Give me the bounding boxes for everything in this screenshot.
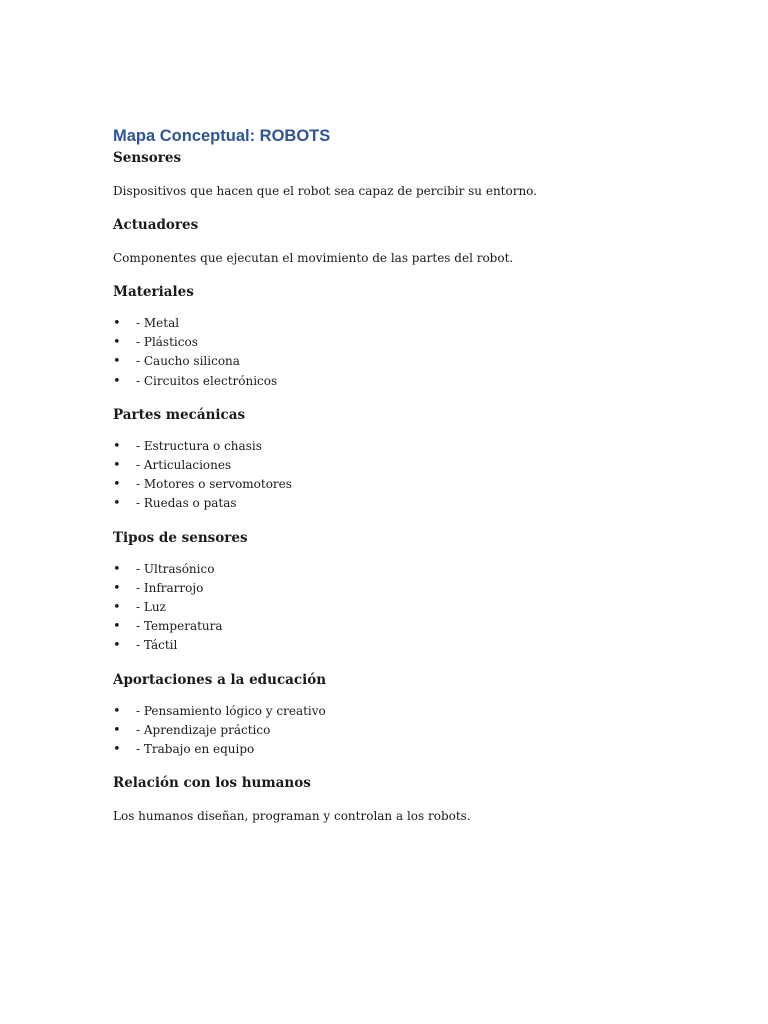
section-heading-aportaciones: Aportaciones a la educación [113, 671, 327, 688]
section-text-relacion-humanos: Los humanos diseñan, programan y controlan a los robots. [113, 809, 471, 824]
list-item: • - Luz [113, 600, 166, 616]
list-item: • - Metal [113, 316, 180, 331]
list-item: • - Plásticos [113, 335, 198, 351]
list-item: • - Caucho silicona [113, 354, 240, 370]
list-item: • - Temperatura [113, 619, 223, 635]
section-heading-actuadores: Actuadores [113, 217, 199, 233]
section-heading-tipos-de-sensores: Tipos de sensores [113, 529, 248, 546]
bullet-icon: • [113, 477, 121, 493]
list-item: • - Estructura o chasis [113, 438, 262, 454]
bullet-icon: • [113, 638, 121, 654]
section-text-sensores: Dispositivos que hacen que el robot sea capaz de percibir su entorno. [113, 184, 538, 198]
list-partes-mecanicas [113, 437, 713, 514]
list-item: • - Infrarrojo [113, 580, 204, 596]
section-heading-sensores: Sensores [113, 150, 182, 166]
list-item: • - Circuitos electrónicos [113, 373, 278, 389]
bullet-icon: • [113, 742, 121, 758]
bullet-icon: • [113, 561, 121, 577]
list-aportaciones [113, 702, 713, 760]
bullet-icon: • [113, 703, 121, 719]
section-heading-materiales: Materiales [113, 284, 194, 300]
document-title: Mapa Conceptual: ROBOTS [113, 127, 331, 145]
bullet-icon: • [113, 496, 121, 512]
list-item: • - Ultrasónico [113, 561, 215, 577]
bullet-icon: • [113, 458, 121, 474]
list-item: • - Trabajo en equipo [113, 742, 255, 758]
section-heading-partes-mecanicas: Partes mecánicas [113, 406, 246, 423]
list-item: • - Pensamiento lógico y creativo [113, 703, 326, 719]
section-text-actuadores: Componentes que ejecutan el movimiento de las partes del robot. [113, 251, 514, 265]
list-materiales [113, 314, 713, 391]
list-item: • - Articulaciones [113, 458, 232, 474]
bullet-icon: • [113, 438, 121, 454]
bullet-icon: • [113, 354, 121, 370]
bullet-icon: • [113, 335, 121, 351]
bullet-icon: • [113, 722, 121, 738]
bullet-icon: • [113, 316, 121, 331]
bullet-icon: • [113, 600, 121, 616]
bullet-icon: • [113, 373, 121, 389]
list-item: • - Aprendizaje práctico [113, 722, 271, 738]
bullet-icon: • [113, 580, 121, 596]
section-heading-relacion-humanos: Relación con los humanos [113, 775, 311, 792]
list-item: • - Ruedas o patas [113, 496, 237, 512]
list-item: • - Táctil [113, 638, 178, 654]
list-tipos-de-sensores [113, 560, 713, 656]
bullet-icon: • [113, 619, 121, 635]
list-item: • - Motores o servomotores [113, 477, 292, 493]
document-page [113, 124, 713, 825]
